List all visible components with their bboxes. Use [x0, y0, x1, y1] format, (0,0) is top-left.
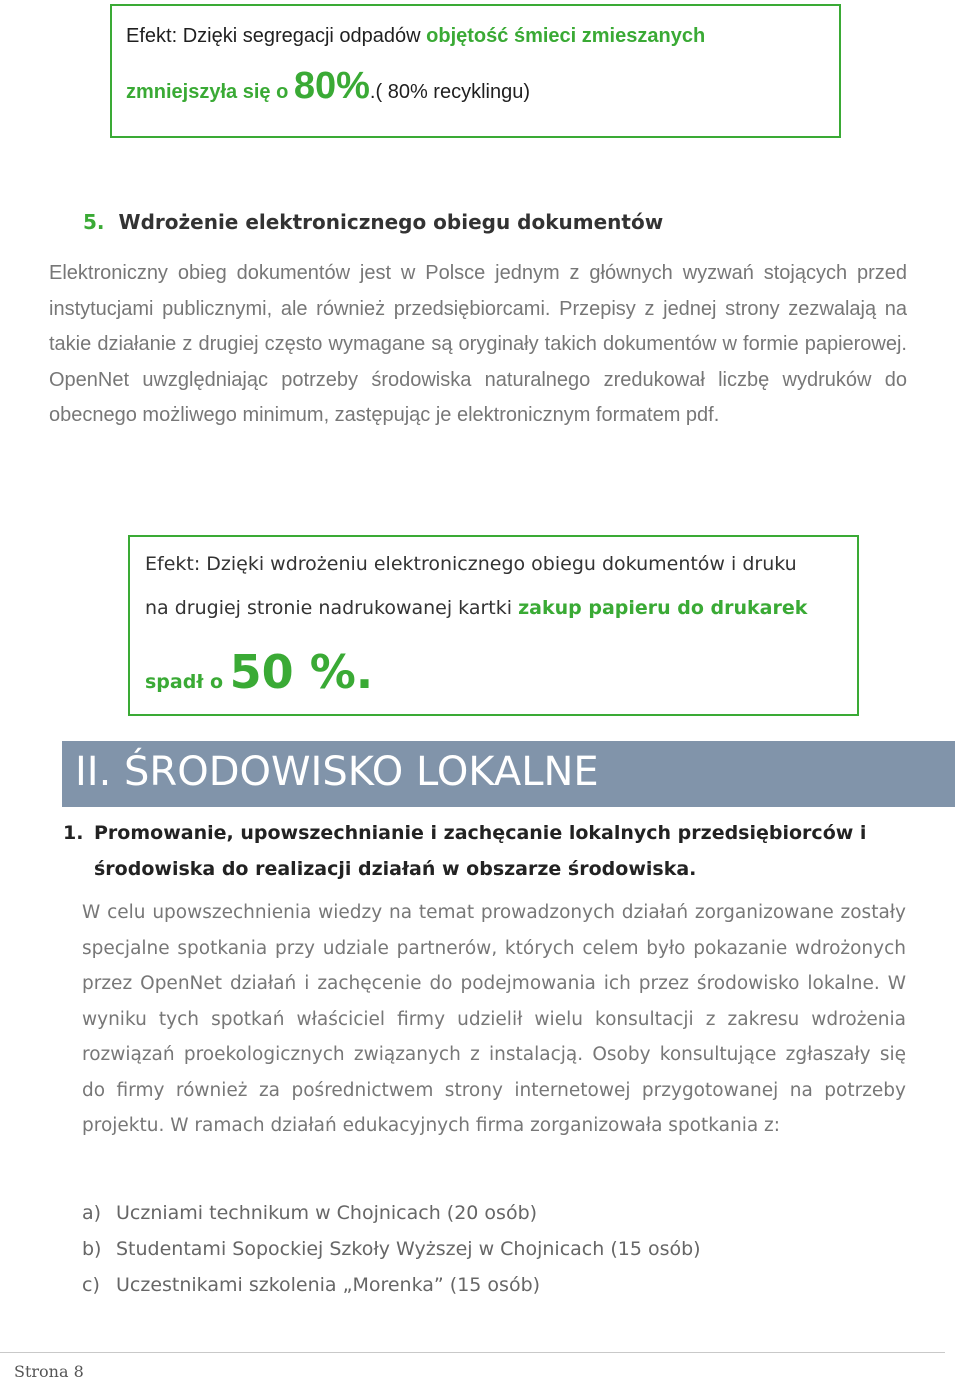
- page-number: Strona 8: [14, 1362, 84, 1381]
- effect-prefix: na drugiej stronie nadrukowanej kartki: [145, 597, 519, 619]
- footer-divider: [0, 1352, 945, 1353]
- effect-line-1: [126, 22, 705, 50]
- effect-highlight: zakup papieru do drukarek: [518, 597, 808, 619]
- effect-big-value: 50 %.: [229, 645, 374, 699]
- section-5-paragraph: Elektroniczny obieg dokumentów jest w Polsce jednym z głównych wyzwań stojących przed instytucjami publicznymi, ale również przedsiębiorcami. Przepisy z jednej strony zezwalają na takie działanie z drugiej często wymagane są oryginały takich dokumentów w formie papierowej. OpenNet uwzględniając potrzeby środowiska naturalnego zredukował liczbę wydruków do obecnego możliwego minimum, zastępując je elektronicznym formatem pdf.: [49, 262, 907, 426]
- effect-highlight: objętość śmieci zmieszanych: [426, 25, 706, 47]
- list-item-letter: b): [82, 1238, 102, 1260]
- meetings-list: [82, 1195, 701, 1303]
- list-item: [82, 1195, 701, 1231]
- section-number: 5.: [83, 210, 105, 234]
- effect-prefix: Efekt: Dzięki segregacji odpadów: [126, 25, 427, 47]
- effect-box-paper: [128, 535, 859, 716]
- list-item-text: Studentami Sopockiej Szkoły Wyższej w Chojnicach (15 osób): [116, 1238, 701, 1260]
- list-item: [82, 1231, 701, 1267]
- list-item-letter: c): [82, 1274, 100, 1296]
- effect-line-2: [126, 65, 530, 107]
- effect-line-3: [145, 645, 373, 699]
- effect-line-2: [145, 597, 807, 619]
- effect-line-1: Efekt: Dzięki wdrożeniu elektronicznego obiegu dokumentów i druku: [145, 553, 797, 575]
- effect-highlight-2: zmniejszyła się o: [126, 81, 294, 103]
- section-number: 1.: [63, 822, 84, 844]
- effect-highlight-2: spadł o: [145, 671, 230, 693]
- chapter-title: II. ŚRODOWISKO LOKALNE: [75, 749, 599, 795]
- list-item: [82, 1267, 701, 1303]
- section-title: Wdrożenie elektronicznego obiegu dokumentów: [118, 210, 664, 234]
- list-item-text: Uczniami technikum w Chojnicach (20 osób): [116, 1202, 538, 1224]
- effect-box-recycling: [110, 4, 841, 138]
- section-title: Promowanie, upowszechnianie i zachęcanie lokalnych przedsiębiorców i środowiska do realizacji działań w obszarze środowiska.: [94, 822, 867, 880]
- effect-suffix: .( 80% recyklingu): [369, 81, 530, 103]
- effect-big-value: 80%: [293, 65, 370, 107]
- section-1-paragraph: W celu upowszechnienia wiedzy na temat prowadzonych działań zorganizowane zostały specjalne spotkania przy udziale partnerów, których celem było pokazanie wdrożonych przez OpenNet działań i zachęcenie do podejmowania ich przez środowisko lokalne. W wyniku tych spotkań właściciel firmy udzielił wielu konsultacji z zakresu wdrożenia rozwiązań proekologicznych związanych z instalacją. Osoby konsultujące zgłaszały się do firmy również za pośrednictwem strony internetowej przygotowanej na potrzeby projektu. W ramach działań edukacyjnych firma zorganizowała spotkania z:: [82, 902, 906, 1136]
- section-heading-5: [83, 210, 663, 234]
- list-item-letter: a): [82, 1202, 102, 1224]
- chapter-banner: [62, 741, 955, 807]
- list-item-text: Uczestnikami szkolenia „Morenka” (15 osób): [116, 1274, 541, 1296]
